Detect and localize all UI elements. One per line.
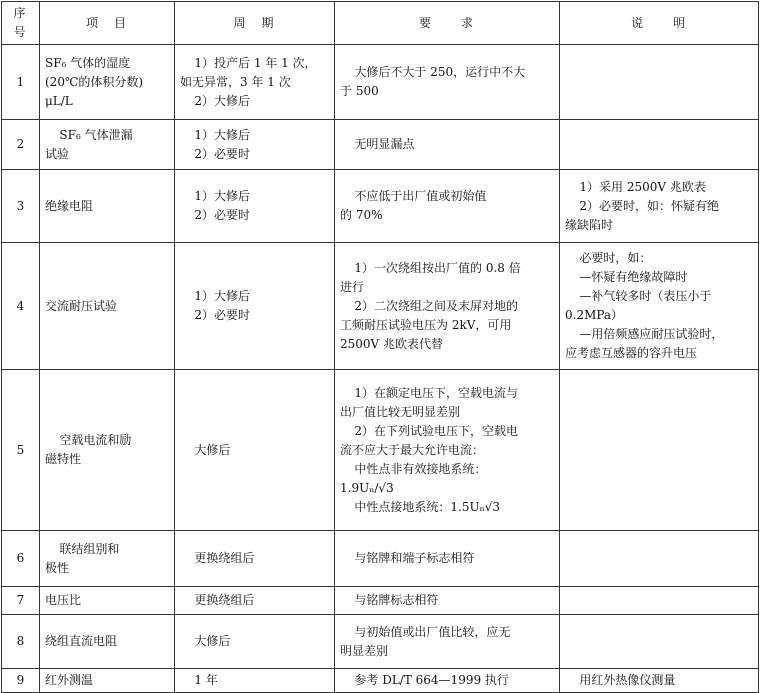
requirement-line: 流不应大于最大允许电流： [340,442,485,457]
item-line: 电压比 [45,593,82,607]
row-number: 2 [2,120,40,170]
item-cell [40,120,175,170]
item-cell [40,370,175,531]
note-cell [560,615,759,669]
item-line: 绕组直流电阻 [45,634,118,648]
header-requirement: 要 求 [335,2,560,45]
header-note: 说 明 [560,2,759,45]
requirement-line: 出厂值比较无明显差别 [340,404,461,419]
item-cell [40,587,175,615]
note-line: 2）必要时，如：怀疑有绝 [579,198,720,213]
item-cell [40,170,175,243]
note-cell [560,45,759,120]
period-line: 2）大修后 [194,93,251,108]
item-line: 极性 [45,560,70,575]
row-number: 8 [2,615,40,669]
requirement-line: 1）一次绕组按出厂值的 0.8 倍 [354,260,521,275]
requirement-cell [335,615,560,669]
item-line: μL/L [45,93,73,108]
item-cell [40,615,175,669]
period-line: 如无异常，3 年 1 次 [180,74,291,89]
requirement-line: 无明显漏点 [354,137,415,151]
period-cell [175,370,335,531]
period-cell [175,243,335,370]
header-row [2,2,759,45]
requirement-line: 工频耐压试验电压为 2kV，可用 [340,317,512,332]
period-cell [175,587,335,615]
table-row [2,170,759,243]
requirement-cell [335,531,560,587]
item-line: SF₆ 气体的湿度 [45,55,131,70]
period-line: 2）必要时 [194,208,251,222]
table-row [2,370,759,531]
requirement-line: 1）在额定电压下，空载电流与 [354,385,519,400]
requirement-cell [335,243,560,370]
item-cell [40,531,175,587]
requirement-line: 于 500 [340,84,379,98]
period-cell [175,615,335,669]
period-line: 1）大修后 [194,189,251,203]
note-line: 0.2MPa） [565,308,624,322]
row-number: 3 [2,170,40,243]
table-row [2,531,759,587]
requirement-line: 2500V 兆欧表代替 [340,336,444,351]
table-row [2,120,759,170]
note-cell [560,243,759,370]
requirement-line: 中性点非有效接地系统： [354,461,487,476]
requirement-cell [335,170,560,243]
note-cell [560,370,759,531]
note-line: 必要时，如： [579,251,652,265]
requirement-line: 与铭牌标志相符 [354,593,439,607]
requirement-line: 进行 [340,279,365,294]
requirement-formula: 1.9Uₙ/√3 [340,480,394,495]
requirement-cell [335,587,560,615]
item-line: (20℃的体积分数) [45,74,144,89]
period-line: 1）投产后 1 年 1 次， [194,55,317,70]
header-no: 序号 [2,2,40,45]
item-line: 空载电流和励 [59,433,132,447]
item-line: 试验 [45,146,70,161]
requirement-cell [335,45,560,120]
row-number: 9 [2,669,40,693]
note-line: 1）采用 2500V 兆欧表 [579,179,706,194]
period-line: 1 年 [194,673,218,687]
item-line: 联结组别和 [59,541,120,556]
requirement-line: 2）在下列试验电压下，空载电 [354,423,519,438]
row-number: 4 [2,243,40,370]
row-number: 1 [2,45,40,120]
note-line: —怀疑有绝缘故障时 [579,270,688,284]
item-cell [40,45,175,120]
requirement-cell [335,120,560,170]
requirement-line: 大修后不大于 250，运行中不大 [354,65,526,79]
period-line: 更换绕组后 [194,551,255,565]
requirement-formula: 中性点接地系统：1.5Uₙ√3 [354,499,501,514]
test-spec-table [1,1,759,693]
period-cell [175,120,335,170]
table-row [2,243,759,370]
table-row [2,45,759,120]
period-line: 2）必要时 [194,308,251,322]
requirement-line: 2）二次绕组之间及末屏对地的 [354,298,519,313]
note-line: 缘缺陷时 [565,217,614,232]
note-line: —用倍频感应耐压试验时， [579,327,724,341]
requirement-line: 明显差别 [340,643,389,658]
period-line: 1）大修后 [194,127,251,142]
item-line: 红外测温 [45,673,94,687]
row-number: 6 [2,531,40,587]
period-line: 更换绕组后 [194,593,255,607]
note-cell [560,170,759,243]
item-line: 绝缘电阻 [45,198,94,213]
item-line: 磁特性 [45,452,82,466]
table-row [2,587,759,615]
requirement-line: 的 70% [340,208,383,222]
requirement-line: 参考 DL/T 664—1999 执行 [354,673,509,687]
requirement-cell [335,370,560,531]
period-cell [175,45,335,120]
header-item: 项 目 [40,2,175,45]
row-number: 7 [2,587,40,615]
period-cell [175,170,335,243]
period-line: 2）必要时 [194,146,251,161]
note-cell [560,587,759,615]
period-cell [175,531,335,587]
item-cell [40,243,175,370]
period-line: 1）大修后 [194,289,251,303]
table-row [2,615,759,669]
requirement-line: 与初始值或出厂值比较，应无 [354,624,511,639]
requirement-line: 不应低于出厂值或初始值 [354,189,487,203]
note-line: 应考虑互感器的容升电压 [565,346,698,360]
header-period: 周 期 [175,2,335,45]
item-line: 交流耐压试验 [45,298,118,313]
requirement-line: 与铭牌和端子标志相符 [354,551,475,565]
note-line: —补气较多时（表压小于 [579,289,712,303]
period-line: 大修后 [194,634,231,648]
note-line: 用红外热像仪测量 [579,673,676,687]
spec-table-wrapper [1,1,759,693]
item-line: SF₆ 气体泄漏 [59,127,133,142]
row-number: 5 [2,370,40,531]
note-cell [560,531,759,587]
period-line: 大修后 [194,442,231,457]
note-cell [560,120,759,170]
